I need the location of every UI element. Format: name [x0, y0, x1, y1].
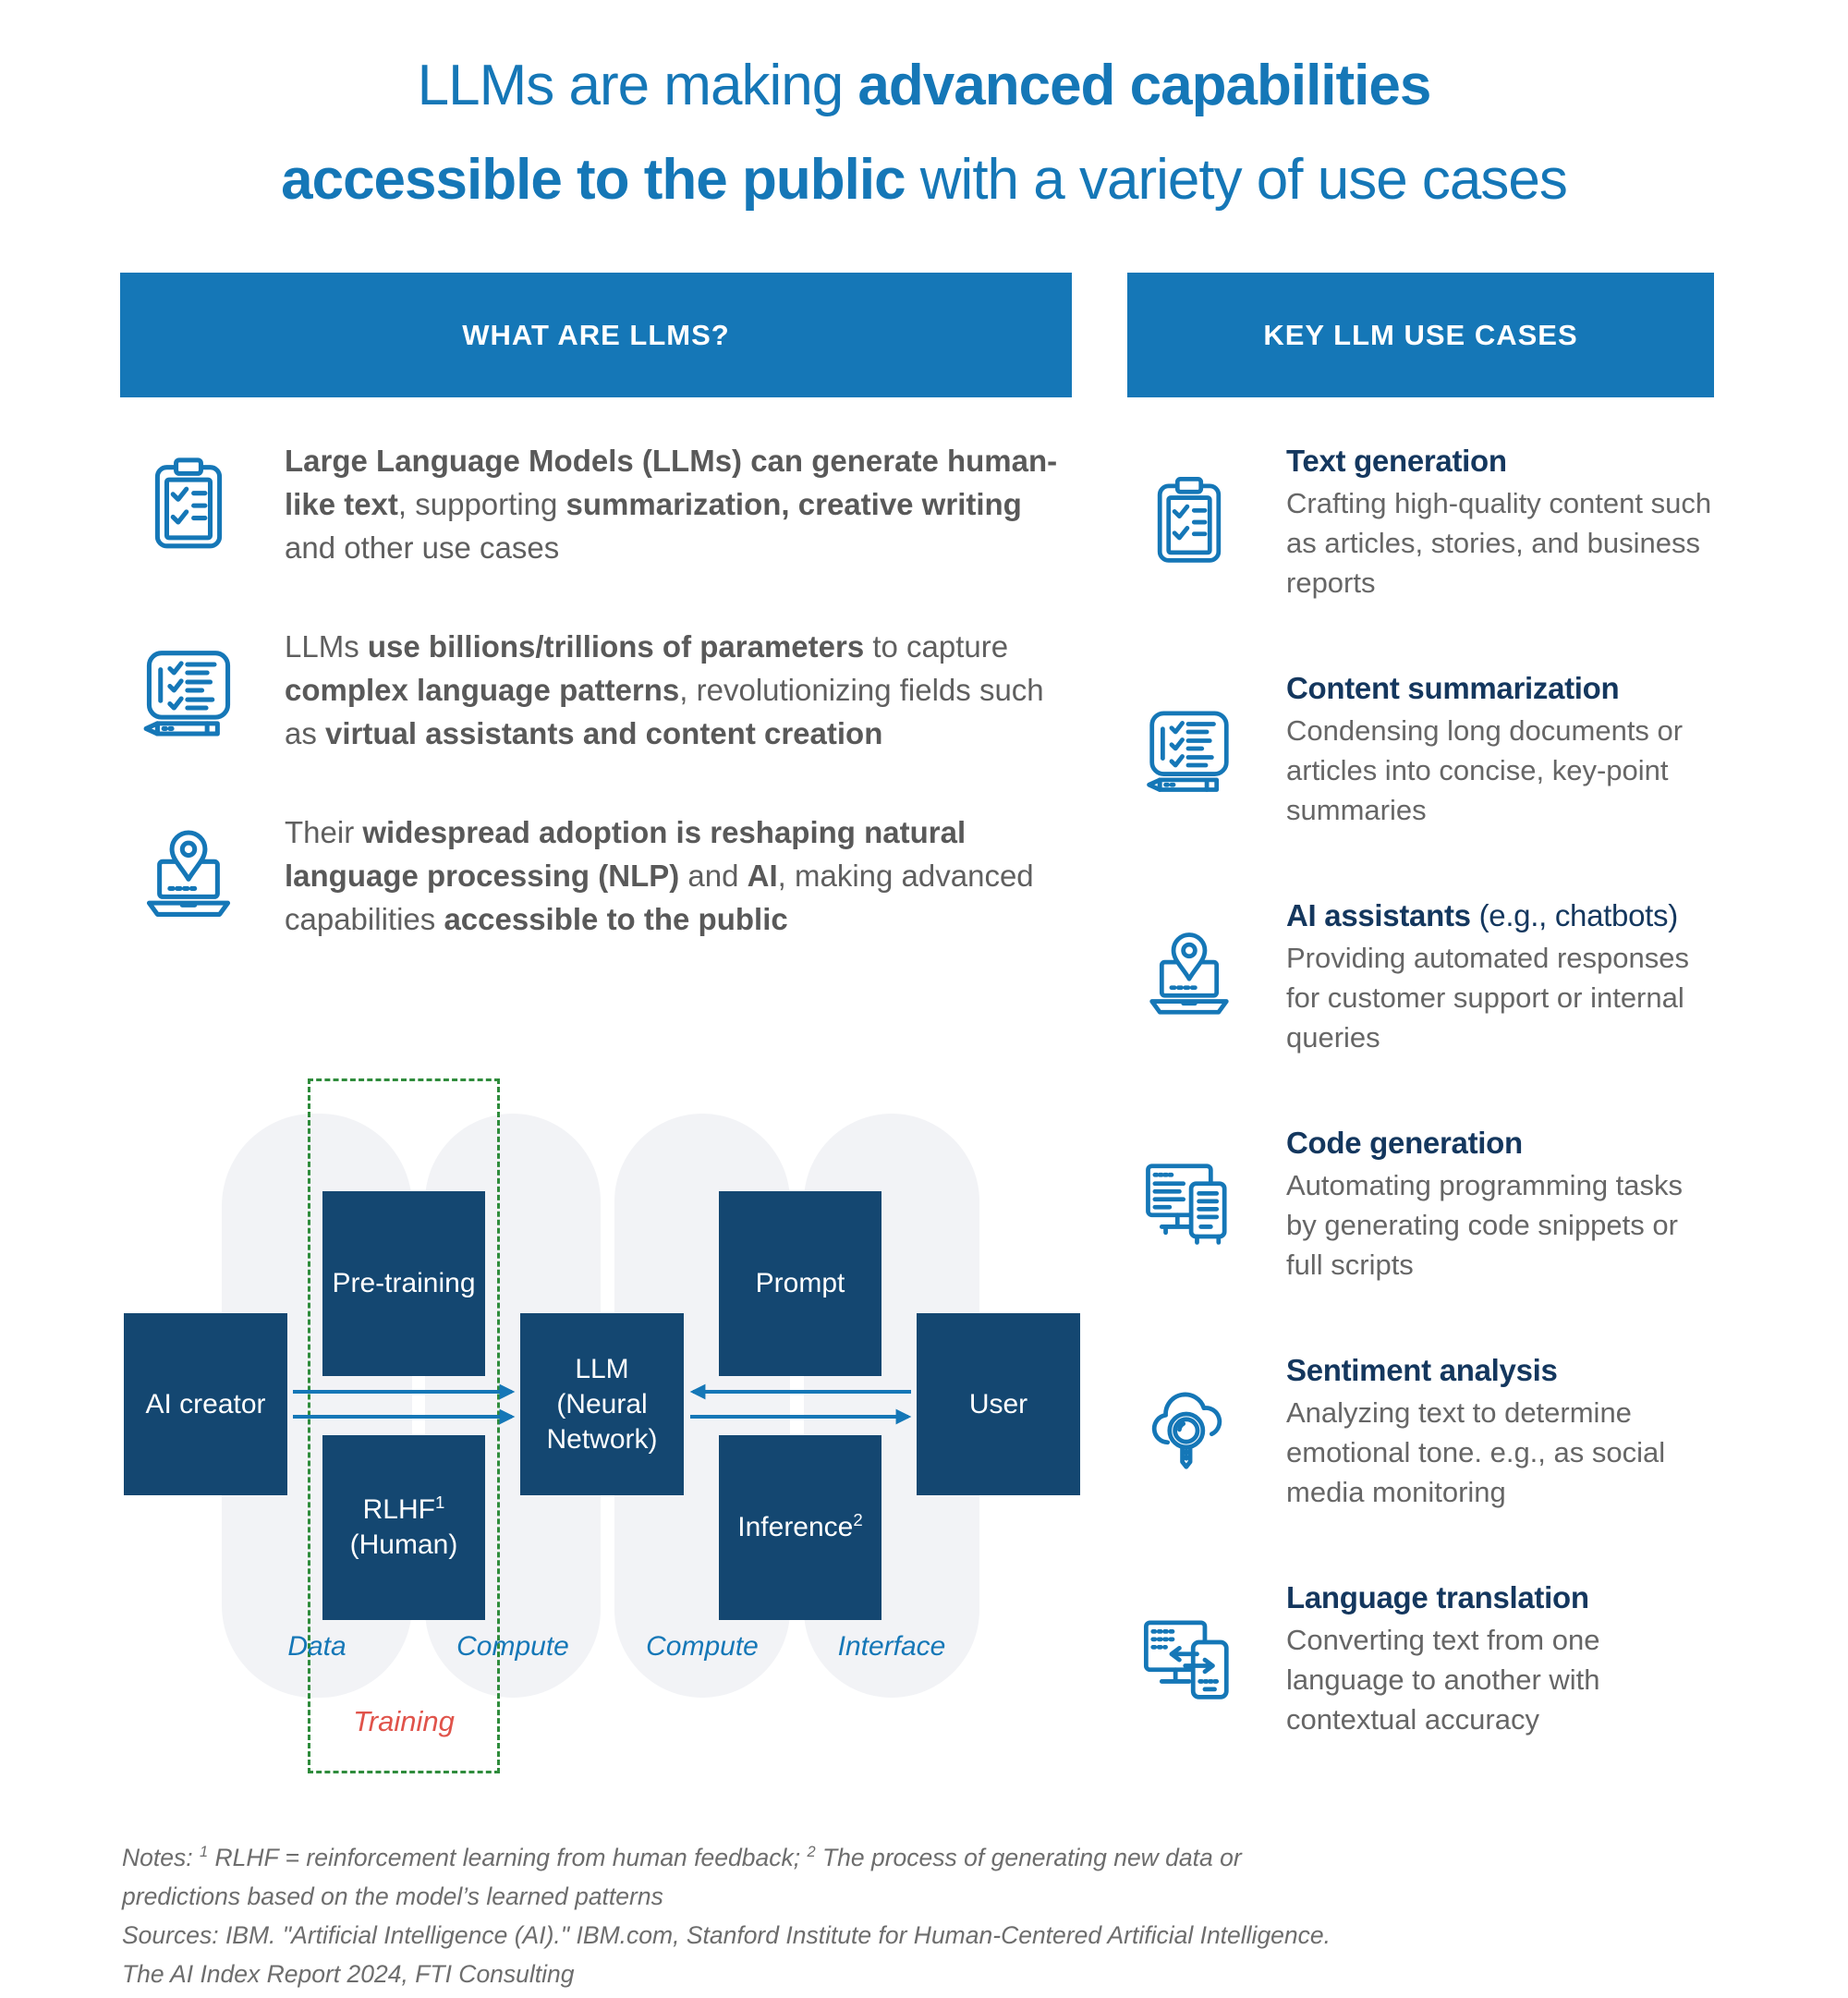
key-use-cases-header-label: KEY LLM USE CASES [1263, 318, 1578, 351]
llm-description-bullets [120, 397, 1072, 941]
what-are-llms-header [120, 273, 1072, 397]
box-rlhf-human: RLHF$^1$ (Human) [322, 1435, 485, 1620]
use-case-list [1127, 397, 1714, 1739]
bullet-text: Large Language Models (LLMs) can generate human-like text, supporting summarization, creative writing and other use cases [285, 444, 1058, 565]
use-case-title: Content summarization [1286, 670, 1620, 705]
tablet-checklist-icon [1140, 700, 1238, 798]
box-prompt: Prompt [719, 1191, 881, 1376]
translate-devices-icon [1140, 1609, 1238, 1707]
page-title [0, 39, 1848, 227]
tablet-checklist-icon [137, 639, 240, 742]
bullet-parameters [120, 625, 1072, 755]
use-case-ai-assistants [1127, 895, 1714, 1057]
notes-line-1: Notes: $^1$ RLHF = reinforcement learning from human feedback; $^2$ The process of generating new data or [122, 1843, 1242, 1871]
box-user: User [917, 1313, 1080, 1495]
use-case-title: Language translation [1286, 1579, 1589, 1614]
lane-label-interface: Interface [837, 1631, 946, 1662]
use-case-body: Crafting high-quality content such as articles, stories, and business reports [1286, 486, 1712, 599]
use-case-body: Converting text from one language to another with contextual accuracy [1286, 1623, 1600, 1736]
use-case-language-translation [1127, 1577, 1714, 1739]
clipboard-checklist-icon [1140, 472, 1238, 570]
code-screens-icon [1140, 1154, 1238, 1252]
bullet-text: Their widespread adoption is reshaping natural language processing (NLP) and AI, making advanced capabilities accessible to the public [285, 815, 1034, 936]
lane-label-compute-1: Compute [456, 1631, 569, 1662]
cloud-magnifier-icon [1140, 1382, 1238, 1480]
key-use-cases-panel [1127, 273, 1714, 1804]
use-case-title: Sentiment analysis [1286, 1352, 1558, 1387]
use-case-text-generation [1127, 440, 1714, 603]
bullet-adoption [120, 810, 1072, 941]
use-case-title: Text generation [1286, 443, 1507, 478]
laptop-location-pin-icon [137, 824, 240, 928]
use-case-body: Analyzing text to determine emotional tone. e.g., as social media monitoring [1286, 1395, 1666, 1508]
notes-line-2: predictions based on the model’s learned patterns [122, 1882, 663, 1910]
clipboard-checklist-icon [137, 453, 240, 556]
bullet-text: LLMs use billions/trillions of parameters to capture complex language patterns, revolutionizing fields such as virtual assistants and content creation [285, 629, 1044, 750]
key-use-cases-header [1127, 273, 1714, 397]
box-inference: Inference$^2$ [719, 1435, 881, 1620]
box-ai-creator: AI creator [124, 1313, 287, 1495]
page-title-line1: LLMs are making advanced capabilities [417, 54, 1431, 117]
bullet-generate-text [120, 439, 1072, 569]
what-are-llms-panel [120, 273, 1072, 996]
box-llm-neural-network: LLM (Neural Network) [520, 1313, 684, 1495]
use-case-content-summarization [1127, 667, 1714, 830]
llm-flow-diagram [120, 1077, 1072, 1825]
training-label: Training [353, 1705, 455, 1737]
sources-line-2: The AI Index Report 2024, FTI Consulting [122, 1959, 575, 1988]
lane-label-compute-2: Compute [646, 1631, 759, 1662]
box-pre-training: Pre-training [322, 1191, 485, 1376]
page-title-line2: accessible to the public with a variety of use cases [281, 148, 1567, 212]
use-case-body: Providing automated responses for customer support or internal queries [1286, 941, 1689, 1054]
lane-label-data: Data [287, 1631, 346, 1662]
footnotes [122, 1833, 1434, 1993]
use-case-sentiment-analysis [1127, 1349, 1714, 1512]
use-case-body: Condensing long documents or articles into concise, key-point summaries [1286, 713, 1684, 826]
what-are-llms-header-label: WHAT ARE LLMS? [462, 318, 730, 351]
use-case-code-generation [1127, 1122, 1714, 1285]
use-case-title: Code generation [1286, 1125, 1523, 1160]
sources-line-1: Sources: IBM. "Artificial Intelligence (AI)." IBM.com, Stanford Institute for Human-Centered Artificial Intelligence. [122, 1920, 1331, 1949]
use-case-body: Automating programming tasks by generating code snippets or full scripts [1286, 1168, 1684, 1281]
training-dashed-outline [308, 1078, 500, 1773]
laptop-location-pin-icon [1140, 927, 1238, 1025]
use-case-title: AI assistants (e.g., chatbots) [1286, 897, 1678, 932]
